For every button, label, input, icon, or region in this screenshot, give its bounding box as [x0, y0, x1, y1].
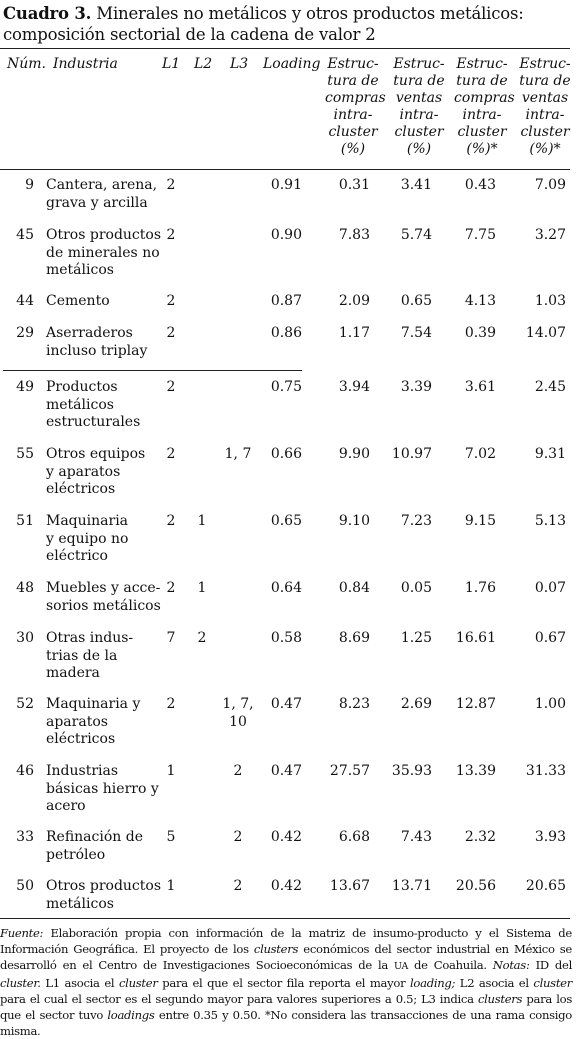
cell-compras-sin-rama: 7.75 — [464, 227, 496, 243]
footnote-italic: clusters — [477, 992, 523, 1006]
header-loading: Loading — [263, 56, 321, 72]
cell-ventas: 35.93 — [391, 763, 432, 779]
header-line: cluster — [328, 124, 378, 140]
cell-compras-sin-rama: 12.87 — [455, 696, 496, 712]
cell-industria-line: metálicos — [46, 396, 114, 413]
cell-l1: 1 — [166, 763, 176, 779]
cell-compras: 2.09 — [338, 293, 370, 309]
cell-l1: 2 — [166, 379, 176, 395]
group-divider-rule — [3, 370, 302, 371]
cell-industria-line: Aserraderos — [46, 325, 133, 341]
footnote-italic: loading; — [410, 976, 456, 990]
cell-num: 29 — [16, 325, 34, 341]
cell-compras: 0.31 — [338, 177, 370, 193]
cell-industria — [46, 878, 164, 913]
table-title — [3, 3, 573, 45]
header-line: (%) — [406, 141, 432, 157]
header-industria: Industria — [53, 56, 118, 72]
cell-industria-line: metálicos — [46, 895, 114, 912]
cell-loading: 0.47 — [270, 696, 302, 712]
cell-loading: 0.91 — [270, 177, 302, 193]
cell-compras: 1.17 — [338, 325, 370, 341]
footnote — [0, 925, 572, 1039]
cell-industria-line: y equipo no — [46, 530, 129, 547]
cell-industria-line: Maquinaria y — [46, 696, 141, 712]
header-line: cluster — [394, 124, 444, 140]
header-line: intra- — [525, 107, 565, 123]
cell-industria-line: estructurales — [46, 414, 141, 430]
cell-loading: 0.64 — [270, 580, 302, 596]
cell-num: 49 — [16, 379, 34, 395]
cell-ventas: 3.41 — [400, 177, 432, 193]
cell-num: 46 — [16, 763, 34, 779]
header-compras-sin-rama — [454, 56, 515, 158]
footnote-ua: UA — [394, 961, 409, 972]
cell-l1: 7 — [166, 630, 176, 646]
cell-l3: 2 — [233, 878, 243, 894]
footnote-text: L2 asocia el — [455, 976, 534, 990]
cell-ventas-sin-rama: 14.07 — [525, 325, 566, 341]
cell-industria — [46, 513, 164, 566]
cell-ventas: 5.74 — [400, 227, 432, 243]
header-line: ventas — [521, 90, 569, 106]
cell-loading: 0.87 — [270, 293, 302, 309]
header-line: Estruc- — [393, 56, 445, 72]
cell-industria-line: sorios metálicos — [46, 597, 161, 614]
cell-industria-line: eléctrico — [46, 548, 108, 564]
cell-num: 50 — [16, 878, 34, 894]
header-l2: L2 — [194, 56, 213, 72]
cell-ventas: 7.54 — [400, 325, 432, 341]
cell-industria — [46, 446, 164, 499]
cell-num: 9 — [25, 177, 34, 193]
header-line: intra- — [333, 107, 373, 123]
cell-l1: 2 — [166, 446, 176, 462]
header-line: (%) — [340, 141, 366, 157]
cell-industria-line: metálicos — [46, 262, 114, 278]
cell-compras-sin-rama: 2.32 — [464, 829, 496, 845]
cell-l3: 2 — [233, 763, 243, 779]
cell-compras-sin-rama: 16.61 — [455, 630, 496, 646]
cell-compras: 3.94 — [338, 379, 370, 395]
cell-industria-line: incluso triplay — [46, 342, 148, 359]
header-line: (%)* — [466, 141, 498, 157]
header-line: compras — [325, 90, 386, 106]
footnote-italic: cluster — [118, 976, 158, 990]
cell-industria — [46, 325, 164, 360]
cell-compras-sin-rama: 1.76 — [464, 580, 496, 596]
cell-num: 55 — [16, 446, 34, 462]
cell-industria-line: Otras indus- — [46, 630, 134, 646]
cell-ventas: 7.23 — [400, 513, 432, 529]
footnote-text: económicos del sector industrial en México se desarrolló en el Centro de Investigaciones Socioeconómicas de la — [0, 942, 572, 972]
cell-industria-line: Cantera, arena, — [46, 177, 158, 193]
cell-compras: 9.10 — [338, 513, 370, 529]
cell-num: 45 — [16, 227, 34, 243]
cell-compras-sin-rama: 7.02 — [464, 446, 496, 462]
footnote-italic: clusters — [253, 942, 299, 956]
cell-l2: 1 — [197, 580, 207, 596]
cell-compras-sin-rama: 4.13 — [464, 293, 496, 309]
cell-l1: 2 — [166, 227, 176, 243]
cell-loading: 0.66 — [270, 446, 302, 462]
cell-ventas: 3.39 — [400, 379, 432, 395]
cell-ventas: 0.05 — [400, 580, 432, 596]
cell-industria-line: Otros productos — [46, 878, 162, 894]
header-line: tura de — [456, 73, 508, 89]
cell-l2: 1 — [197, 513, 207, 529]
cell-industria — [46, 829, 164, 864]
cell-compras-sin-rama: 3.61 — [464, 379, 496, 395]
cell-l1: 2 — [166, 325, 176, 341]
cell-industria-line: básicas hierro y — [46, 780, 159, 797]
cell-compras: 8.69 — [338, 630, 370, 646]
cell-l3 — [220, 696, 256, 731]
footnote-text: para el que el sector fila reporta el mayor — [157, 976, 410, 990]
cell-industria-line: Refinación de — [46, 829, 143, 845]
header-l3: L3 — [230, 56, 249, 72]
cell-compras: 27.57 — [329, 763, 370, 779]
cell-l1: 5 — [166, 829, 176, 845]
header-line: tura de — [393, 73, 445, 89]
cell-loading: 0.42 — [270, 878, 302, 894]
cell-compras-sin-rama: 0.43 — [464, 177, 496, 193]
cell-industria-line: Cemento — [46, 293, 110, 309]
cell-compras-sin-rama: 20.56 — [455, 878, 496, 894]
cell-ventas-sin-rama: 5.13 — [534, 513, 566, 529]
cell-num: 44 — [16, 293, 34, 309]
cell-l1: 2 — [166, 513, 176, 529]
header-line: intra- — [462, 107, 502, 123]
cell-compras-sin-rama: 13.39 — [455, 763, 496, 779]
footnote-text: de Coahuila. — [408, 958, 493, 972]
cell-industria-line: eléctricos — [46, 731, 116, 747]
table-caption: Minerales no metálicos y otros productos metálicos: composición sectorial de la cadena de valor 2 — [3, 4, 524, 44]
cell-industria — [46, 227, 164, 280]
bottom-rule — [0, 918, 570, 919]
cell-loading: 0.42 — [270, 829, 302, 845]
cell-ventas-sin-rama: 1.00 — [534, 696, 566, 712]
header-line: Estruc- — [327, 56, 379, 72]
cell-ventas-sin-rama: 20.65 — [525, 878, 566, 894]
cell-industria-line: y aparatos — [46, 463, 121, 480]
footnote-italic: cluster — [533, 976, 572, 990]
cell-compras-sin-rama: 9.15 — [464, 513, 496, 529]
header-line: ventas — [395, 90, 443, 106]
cell-loading: 0.90 — [270, 227, 302, 243]
cell-industria-line: Maquinaria — [46, 513, 129, 529]
header-line: (%)* — [529, 141, 561, 157]
header-line: compras — [454, 90, 515, 106]
cell-l3: 2 — [233, 829, 243, 845]
cell-industria-line: de minerales no — [46, 244, 160, 261]
cell-num: 48 — [16, 580, 34, 596]
header-line: cluster — [520, 124, 570, 140]
header-line: tura de — [519, 73, 571, 89]
cell-industria — [46, 763, 164, 816]
cell-l1: 2 — [166, 696, 176, 712]
cell-num: 51 — [16, 513, 34, 529]
cell-num: 30 — [16, 630, 34, 646]
cell-ventas-sin-rama: 0.07 — [534, 580, 566, 596]
header-l1: L1 — [162, 56, 181, 72]
cell-ventas-sin-rama: 3.27 — [534, 227, 566, 243]
cell-l1: 2 — [166, 580, 176, 596]
top-rule — [0, 48, 570, 49]
cell-ventas: 7.43 — [400, 829, 432, 845]
footnote-text: para el cual el sector es el segundo mayor para valores superiores a 0.5; L3 indica — [0, 992, 478, 1006]
cell-ventas-sin-rama: 2.45 — [534, 379, 566, 395]
header-compras — [325, 56, 386, 158]
footnote-text: entre 0.35 y 0.50. *No considera las transacciones de una rama consigo misma. — [0, 1008, 572, 1038]
cell-industria-line: grava y arcilla — [46, 194, 148, 211]
cell-l1: 2 — [166, 177, 176, 193]
cell-l3-line: 10 — [229, 713, 247, 730]
cell-industria — [46, 580, 164, 615]
cell-l3-line: 1, 7, — [222, 696, 254, 712]
cell-ventas-sin-rama: 3.93 — [534, 829, 566, 845]
header-ventas — [391, 56, 447, 158]
footnote-fuente-label: Fuente: — [0, 926, 44, 940]
header-line: tura de — [327, 73, 379, 89]
footnote-text: ID del — [529, 958, 572, 972]
header-line: Estruc- — [519, 56, 571, 72]
cell-industria-line: Otros productos — [46, 227, 162, 243]
cell-compras: 13.67 — [329, 878, 370, 894]
cell-num: 52 — [16, 696, 34, 712]
cell-loading: 0.86 — [270, 325, 302, 341]
footnote-text: Elaboración propia con información de la matriz de insumo-producto y el Sistema de Información Geográfica. El proyecto de los — [0, 926, 572, 956]
cell-industria-line: acero — [46, 798, 86, 814]
cell-industria-line: Productos — [46, 379, 118, 395]
cell-industria — [46, 177, 164, 212]
footnote-text: para los que el sector tuvo — [0, 992, 572, 1022]
cell-loading: 0.65 — [270, 513, 302, 529]
cell-loading: 0.47 — [270, 763, 302, 779]
cell-industria-line: Muebles y acce- — [46, 580, 161, 596]
cell-compras: 9.90 — [338, 446, 370, 462]
cell-ventas: 1.25 — [400, 630, 432, 646]
cell-industria-line: aparatos — [46, 713, 108, 730]
cell-loading: 0.75 — [270, 379, 302, 395]
cell-ventas: 13.71 — [391, 878, 432, 894]
cell-ventas-sin-rama: 1.03 — [534, 293, 566, 309]
footnote-italic: cluster. — [0, 976, 41, 990]
cell-industria-line: trias de la — [46, 647, 118, 664]
cell-compras: 7.83 — [338, 227, 370, 243]
cell-compras: 6.68 — [338, 829, 370, 845]
cell-ventas-sin-rama: 31.33 — [525, 763, 566, 779]
cell-num: 33 — [16, 829, 34, 845]
cell-industria — [46, 379, 164, 432]
cell-loading: 0.58 — [270, 630, 302, 646]
header-num: Núm. — [7, 56, 46, 72]
cell-industria-line: Otros equipos — [46, 446, 146, 462]
cell-compras: 0.84 — [338, 580, 370, 596]
cell-ventas-sin-rama: 0.67 — [534, 630, 566, 646]
table-label: Cuadro 3. — [3, 4, 92, 23]
cell-industria-line: petróleo — [46, 846, 106, 863]
footnote-text: L1 asocia el — [40, 976, 119, 990]
cell-l1: 1 — [166, 878, 176, 894]
cell-ventas-sin-rama: 9.31 — [534, 446, 566, 462]
header-line: cluster — [457, 124, 507, 140]
header-rule — [0, 169, 570, 170]
header-line: Estruc- — [456, 56, 508, 72]
cell-industria-line: eléctricos — [46, 481, 116, 497]
cell-l3: 1, 7 — [224, 446, 252, 462]
cell-industria — [46, 696, 164, 749]
cell-ventas: 2.69 — [400, 696, 432, 712]
header-ventas-sin-rama — [517, 56, 573, 158]
footnote-italic: loadings — [107, 1008, 155, 1022]
cell-industria-line: madera — [46, 665, 100, 681]
cell-compras-sin-rama: 0.39 — [464, 325, 496, 341]
cell-compras: 8.23 — [338, 696, 370, 712]
cell-ventas-sin-rama: 7.09 — [534, 177, 566, 193]
cell-industria — [46, 293, 164, 311]
cell-ventas: 0.65 — [400, 293, 432, 309]
header-line: intra- — [399, 107, 439, 123]
cell-l2: 2 — [197, 630, 207, 646]
footnote-notas-label: Notas: — [492, 958, 530, 972]
cell-l1: 2 — [166, 293, 176, 309]
cell-ventas: 10.97 — [391, 446, 432, 462]
cell-industria — [46, 630, 164, 683]
cell-industria-line: Industrias — [46, 763, 119, 779]
